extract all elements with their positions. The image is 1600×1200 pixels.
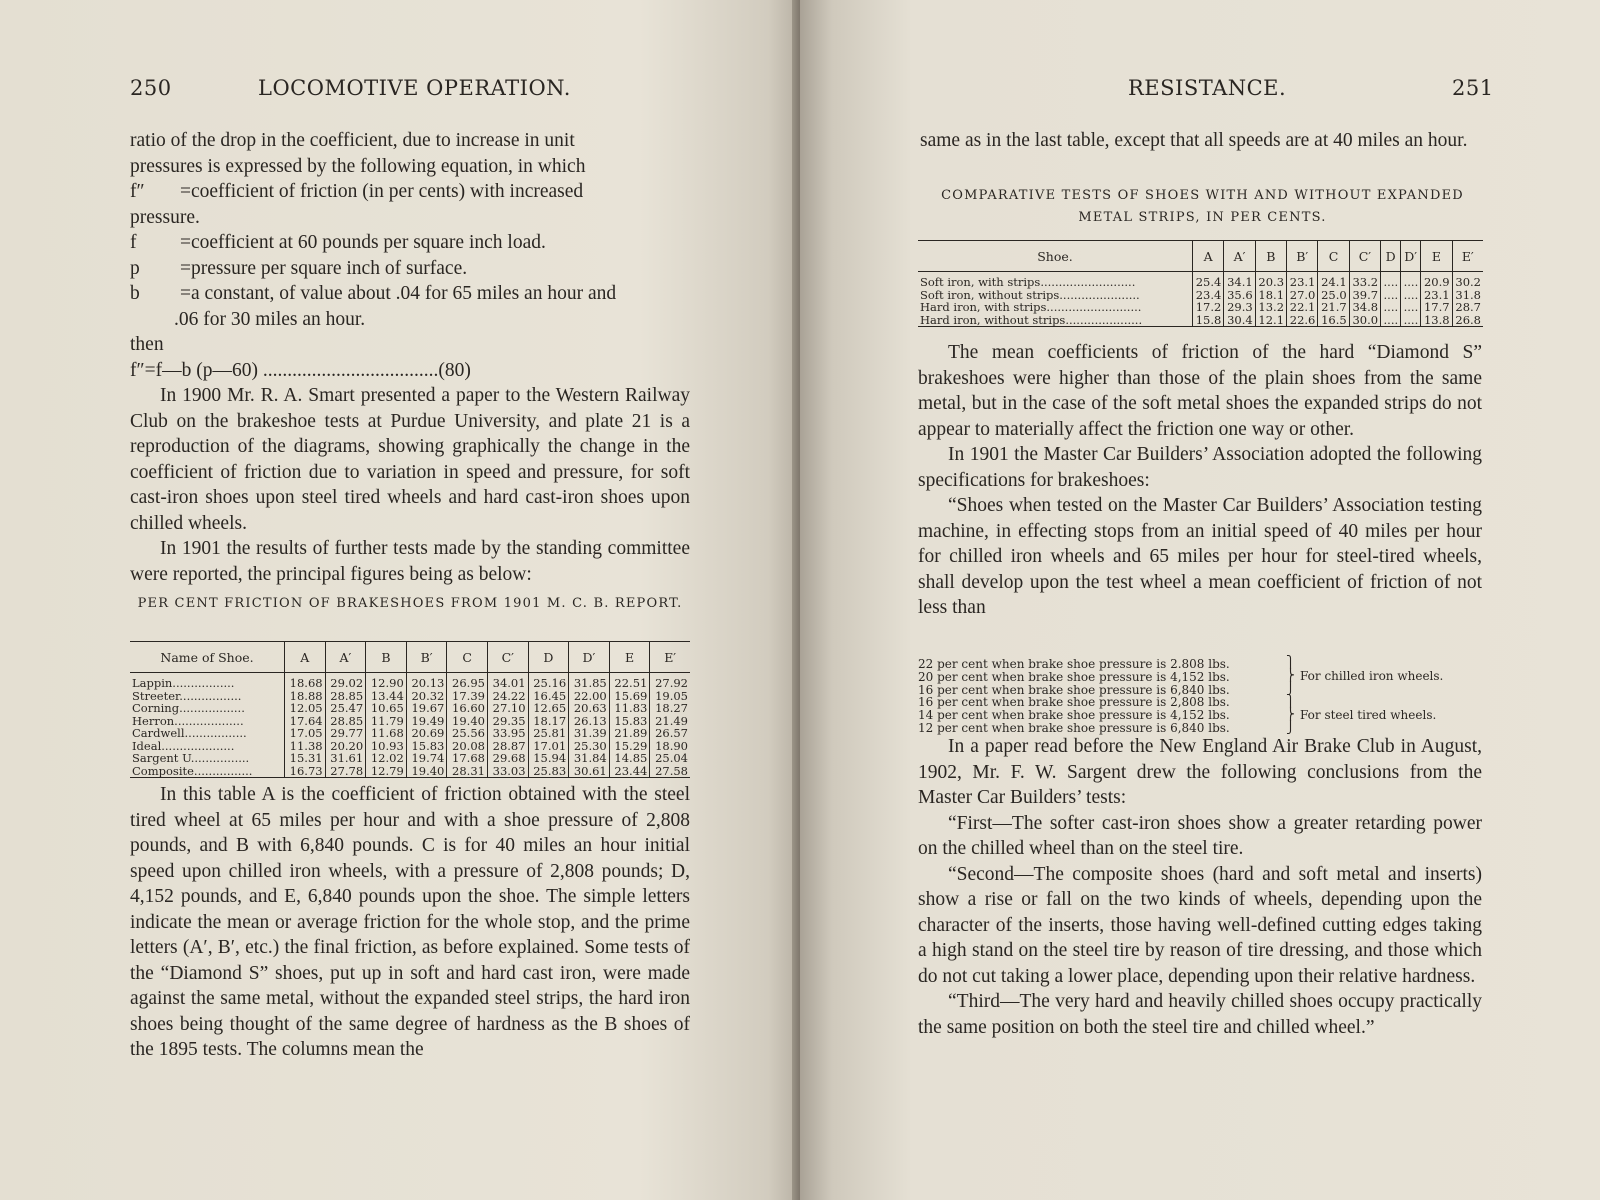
friction-row-label: Corning..................	[132, 702, 245, 715]
friction-header-cell: E′	[650, 642, 690, 673]
friction-header-cell: B	[366, 642, 407, 673]
friction-table-row	[130, 752, 690, 765]
friction-header-cell: D	[528, 642, 569, 673]
strips-cell: 17.2	[1193, 301, 1224, 314]
definition-b-cont: .06 for 30 miles an hour.	[174, 308, 366, 330]
friction-row-label: Ideal....................	[132, 739, 235, 752]
strips-cell: 34.1	[1224, 272, 1255, 289]
friction-cell: 28.31	[447, 765, 488, 778]
definition-f-double-prime: f″ =coefficient of friction (in per cents) with increased	[130, 181, 584, 202]
paragraph-sargent: In a paper read before the New England Air Brake Club in August, 1902, Mr. F. W. Sargent drew the following conclusions from the Master Car Builders’ tests:	[918, 736, 1482, 808]
friction-cell: 33.95	[487, 727, 528, 740]
friction-row-label: Sargent U................	[132, 752, 250, 765]
paragraph-second: “Second—The composite shoes (hard and soft metal and inserts) show a rise or fall on the two kinds of wheels, depending upon the character of the inserts, those having well-defined cutting edges taking a high stand on the steel tire by reason of tire dressing, and those which do not cut taking a lower place, depending upon their relative hardness.	[918, 863, 1482, 987]
strips-cell: 26.8	[1452, 314, 1483, 327]
strips-cell: 34.8	[1349, 301, 1380, 314]
friction-header-cell: D′	[569, 642, 610, 673]
friction-table	[130, 641, 690, 778]
intro-line-2: pressures is expressed by the following equation, in which	[130, 155, 586, 177]
strips-header-cell: D	[1381, 241, 1401, 272]
friction-cell: 25.04	[650, 752, 690, 765]
friction-cell: 18.90	[650, 740, 690, 753]
friction-cell: 33.03	[487, 765, 528, 778]
friction-cell: 29.35	[487, 715, 528, 728]
strips-cell: ....	[1401, 301, 1421, 314]
friction-row-label: Lappin.................	[132, 676, 235, 690]
strips-cell: ....	[1401, 272, 1421, 289]
strips-cell: 30.2	[1452, 272, 1483, 289]
friction-cell: 10.93	[366, 740, 407, 753]
table-caption-left: PER CENT FRICTION OF BRAKESHOES FROM 1901 M. C. B. REPORT.	[137, 596, 683, 611]
strips-cell: 18.1	[1255, 289, 1286, 302]
friction-cell: 25.83	[528, 765, 569, 778]
strips-cell: 16.5	[1318, 314, 1349, 327]
friction-cell: 12.90	[366, 673, 407, 690]
pressure-row: 22 per cent when brake shoe pressure is 2.808 lbs.	[918, 657, 1230, 671]
strips-row-label: Soft iron, with strips..........................	[920, 275, 1136, 289]
pressure-row: 14 per cent when brake shoe pressure is 4,152 lbs.	[918, 708, 1230, 723]
strips-cell: 23.1	[1421, 289, 1452, 302]
friction-cell: 12.65	[528, 702, 569, 715]
strips-cell: 17.7	[1421, 301, 1452, 314]
friction-cell: 31.61	[325, 752, 366, 765]
friction-header-cell: B′	[406, 642, 447, 673]
strips-cell: ....	[1381, 289, 1401, 302]
friction-cell: 13.44	[366, 690, 407, 703]
friction-cell: 20.08	[447, 740, 488, 753]
friction-cell: 22.00	[569, 690, 610, 703]
strips-cell: ....	[1381, 272, 1401, 289]
strips-cell: 13.2	[1255, 301, 1286, 314]
friction-cell: 16.45	[528, 690, 569, 703]
friction-cell: 20.20	[325, 740, 366, 753]
friction-cell: 26.57	[650, 727, 690, 740]
friction-cell: 20.69	[406, 727, 447, 740]
friction-header-cell: Name of Shoe.	[130, 642, 285, 673]
friction-cell: 17.05	[285, 727, 326, 740]
friction-cell: 19.67	[406, 702, 447, 715]
strips-cell: ....	[1381, 301, 1401, 314]
strips-header-cell: B′	[1287, 241, 1318, 272]
strips-cell: 24.1	[1318, 272, 1349, 289]
strips-header-cell: A′	[1224, 241, 1255, 272]
strips-cell: ....	[1401, 314, 1421, 327]
strips-table-row	[918, 314, 1483, 327]
strips-cell: 30.4	[1224, 314, 1255, 327]
friction-cell: 18.68	[285, 673, 326, 690]
friction-cell: 28.87	[487, 740, 528, 753]
paragraph-third: “Third—The very hard and heavily chilled shoes occupy practically the same position on both the steel tire and chilled wheel.”	[918, 991, 1482, 1038]
strips-cell: 23.1	[1287, 272, 1318, 289]
friction-cell: 27.58	[650, 765, 690, 778]
paragraph-first: “First—The softer cast-iron shoes show a greater retarding power on the chilled wheel than on the steel tire.	[918, 812, 1482, 859]
friction-cell: 15.31	[285, 752, 326, 765]
strips-cell: 28.7	[1452, 301, 1483, 314]
pressure-row: 12 per cent when brake shoe pressure is 6,840 lbs.	[918, 720, 1230, 735]
friction-cell: 19.74	[406, 752, 447, 765]
pressure-row: 16 per cent when brake shoe pressure is 2,808 lbs.	[918, 695, 1230, 710]
friction-header-cell: A	[285, 642, 326, 673]
left-bottom-text	[130, 782, 690, 1063]
pressure-spec-list	[918, 658, 1230, 735]
strips-cell: 33.2	[1349, 272, 1380, 289]
strips-cell: 25.0	[1318, 289, 1349, 302]
definition-f: f =coefficient at 60 pounds per square inch load.	[130, 232, 546, 253]
friction-header-cell: C	[447, 642, 488, 673]
strips-cell: ....	[1401, 289, 1421, 302]
friction-cell: 25.47	[325, 702, 366, 715]
friction-cell: 26.13	[569, 715, 610, 728]
brace-steel-icon: ⎫ ⎬ ⎭	[1286, 694, 1295, 734]
friction-cell: 17.64	[285, 715, 326, 728]
friction-cell: 25.30	[569, 740, 610, 753]
friction-cell: 15.69	[609, 690, 650, 703]
strips-row-label: Hard iron, with strips..........................	[920, 301, 1142, 314]
strips-row-label: Hard iron, without strips.....................	[918, 314, 1193, 327]
friction-cell: 17.68	[447, 752, 488, 765]
strips-cell: 35.6	[1224, 289, 1255, 302]
strips-header-cell: C	[1318, 241, 1349, 272]
friction-cell: 25.56	[447, 727, 488, 740]
strips-header-cell: A	[1193, 241, 1224, 272]
friction-cell: 34.01	[487, 673, 528, 690]
table-caption-right-2: METAL STRIPS, IN PER CENTS.	[1078, 210, 1327, 225]
friction-cell: 30.61	[569, 765, 610, 778]
strips-header-cell: D′	[1401, 241, 1421, 272]
friction-cell: 25.81	[528, 727, 569, 740]
friction-cell: 21.49	[650, 715, 690, 728]
friction-cell: 15.94	[528, 752, 569, 765]
strips-header-cell: E′	[1452, 241, 1483, 272]
friction-cell: 29.02	[325, 673, 366, 690]
strips-cell: 21.7	[1318, 301, 1349, 314]
right-top-text	[920, 128, 1480, 154]
strips-cell: 25.4	[1193, 272, 1224, 289]
strips-cell: 30.0	[1349, 314, 1380, 327]
strips-table-row	[918, 272, 1483, 289]
strips-cell: 20.3	[1255, 272, 1286, 289]
friction-table-row	[130, 765, 690, 778]
friction-cell: 12.05	[285, 702, 326, 715]
friction-cell: 21.89	[609, 727, 650, 740]
friction-cell: 24.22	[487, 690, 528, 703]
friction-cell: 22.51	[609, 673, 650, 690]
friction-cell: 23.44	[609, 765, 650, 778]
pressure-row: 20 per cent when brake shoe pressure is 4,152 lbs.	[918, 669, 1230, 684]
friction-cell: 18.27	[650, 702, 690, 715]
friction-header-cell: E	[609, 642, 650, 673]
friction-table-row	[130, 727, 690, 740]
friction-cell: 14.85	[609, 752, 650, 765]
friction-cell: 27.92	[650, 673, 690, 690]
table-caption-right-1: COMPARATIVE TESTS OF SHOES WITH AND WITHOUT EXPANDED	[941, 188, 1464, 203]
friction-table-wrap	[130, 641, 690, 778]
friction-cell: 15.83	[609, 715, 650, 728]
friction-cell: 31.85	[569, 673, 610, 690]
friction-cell: 20.13	[406, 673, 447, 690]
friction-cell: 19.49	[406, 715, 447, 728]
pressure-row: 16 per cent when brake shoe pressure is 6,840 lbs.	[918, 682, 1230, 697]
friction-cell: 18.17	[528, 715, 569, 728]
friction-cell: 11.83	[609, 702, 650, 715]
friction-cell: 31.39	[569, 727, 610, 740]
friction-header-cell: C′	[487, 642, 528, 673]
friction-cell: 19.05	[650, 690, 690, 703]
strips-header-cell: E	[1421, 241, 1452, 272]
friction-row-label: Composite................	[130, 765, 285, 778]
friction-row-label: Cardwell.................	[132, 727, 247, 740]
friction-cell: 20.32	[406, 690, 447, 703]
strips-row-label: Soft iron, without strips......................	[920, 288, 1140, 301]
paragraph-mcb: In 1901 the Master Car Builders’ Association adopted the following specifications for brakeshoes:	[918, 444, 1482, 491]
page-number-left: 250	[130, 76, 172, 100]
friction-cell: 26.95	[447, 673, 488, 690]
strips-header-cell: C′	[1349, 241, 1380, 272]
friction-cell: 16.73	[285, 765, 326, 778]
brace-label-chilled: For chilled iron wheels.	[1300, 669, 1444, 683]
friction-cell: 15.83	[406, 740, 447, 753]
friction-cell: 10.65	[366, 702, 407, 715]
friction-cell: 31.84	[569, 752, 610, 765]
strips-header-cell: B	[1255, 241, 1286, 272]
paragraph-continued: same as in the last table, except that all speeds are at 40 miles an hour.	[920, 130, 1468, 151]
equation-80: f″=f—b (p—60) ....................................(80)	[130, 359, 471, 381]
friction-cell: 19.40	[447, 715, 488, 728]
friction-cell: 12.79	[366, 765, 407, 778]
running-head-left: LOCOMOTIVE OPERATION.	[258, 76, 571, 100]
strips-cell: 20.9	[1421, 272, 1452, 289]
friction-cell: 25.16	[528, 673, 569, 690]
friction-table-row	[130, 673, 690, 690]
friction-cell: 11.68	[366, 727, 407, 740]
strips-cell: 27.0	[1287, 289, 1318, 302]
right-bottom-text	[918, 734, 1482, 1040]
right-page	[800, 0, 1600, 1200]
paragraph-diamond: The mean coefficients of friction of the hard “Diamond S” brakeshoes were higher than those of the plain shoes from the same metal, but in the case of the soft metal shoes the expanded strips do not appear to materially affect the friction one way or other.	[918, 342, 1482, 440]
strips-cell: 23.4	[1193, 289, 1224, 302]
friction-cell: 28.85	[325, 715, 366, 728]
brace-chilled-icon: ⎫ ⎬ ⎭	[1286, 655, 1295, 695]
paragraph-1901-results: In 1901 the results of further tests made by the standing committee were reported, the principal figures being as below:	[130, 538, 690, 585]
intro-line-1: ratio of the drop in the coefficient, due to increase in unit	[130, 130, 575, 151]
running-head-right: RESISTANCE.	[1128, 76, 1287, 100]
friction-cell: 12.02	[366, 752, 407, 765]
strips-cell: 22.6	[1287, 314, 1318, 327]
paragraph-spec: “Shoes when tested on the Master Car Builders’ Association testing machine, in effecting stops from an initial speed of 40 miles per hour for chilled iron wheels and 65 miles per hour for steel-tired wheels, shall develop upon the test wheel a mean coefficient of friction of not less than	[918, 495, 1482, 618]
friction-cell: 17.39	[447, 690, 488, 703]
friction-cell: 18.88	[285, 690, 326, 703]
friction-cell: 15.29	[609, 740, 650, 753]
strips-cell: ....	[1381, 314, 1401, 327]
strips-cell: 22.1	[1287, 301, 1318, 314]
strips-cell: 29.3	[1224, 301, 1255, 314]
friction-header-cell: A′	[325, 642, 366, 673]
definition-f-double-prime-cont: pressure.	[130, 206, 200, 228]
right-mid-text	[918, 340, 1482, 621]
definition-b: b =a constant, of value about .04 for 65 miles an hour and	[130, 283, 617, 304]
strips-cell: 15.8	[1193, 314, 1224, 327]
friction-cell: 11.38	[285, 740, 326, 753]
then-word: then	[130, 334, 164, 355]
friction-cell: 16.60	[447, 702, 488, 715]
friction-row-label: Streeter.................	[132, 689, 242, 702]
brace-label-steel: For steel tired wheels.	[1300, 708, 1437, 722]
strips-cell: 13.8	[1421, 314, 1452, 327]
page-number-right: 251	[1452, 76, 1494, 100]
friction-cell: 29.77	[325, 727, 366, 740]
friction-table-row	[130, 702, 690, 715]
friction-cell: 11.79	[366, 715, 407, 728]
definition-p: p =pressure per square inch of surface.	[130, 257, 468, 279]
strips-table-wrap	[918, 240, 1483, 327]
friction-cell: 19.40	[406, 765, 447, 778]
paragraph-table-explanation: In this table A is the coefficient of friction obtained with the steel tired wheel at 65 miles per hour and with a shoe pressure of 2,808 pounds, and B with 6,840 pounds. C is for 40 miles an hour initial speed upon chilled iron wheels, with a pressure of 2,808 pounds; D, 4,152 pounds, and E, 6,840 pounds upon the shoe. The simple letters indicate the mean or average friction for the whole stop, and the prime letters (A′, B′, etc.) the final friction, as before explained. Some tests of the “Diamond S” shoes, put up in soft and hard cast iron, were made against the same metal, without the expanded steel strips, the hard iron shoes being thought of the same degree of hardness as the B shoes of the 1895 tests. The columns mean the	[130, 784, 690, 1060]
friction-cell: 28.85	[325, 690, 366, 703]
strips-header-cell: Shoe.	[918, 241, 1193, 272]
strips-cell: 31.8	[1452, 289, 1483, 302]
left-top-text	[130, 128, 690, 587]
strips-table	[918, 240, 1483, 327]
friction-cell: 29.68	[487, 752, 528, 765]
strips-cell: 12.1	[1255, 314, 1286, 327]
friction-cell: 20.63	[569, 702, 610, 715]
strips-cell: 39.7	[1349, 289, 1380, 302]
friction-cell: 27.78	[325, 765, 366, 778]
strips-table-row	[918, 301, 1483, 314]
friction-cell: 27.10	[487, 702, 528, 715]
paragraph-smart: In 1900 Mr. R. A. Smart presented a paper to the Western Railway Club on the brakeshoe tests at Purdue University, and plate 21 is a reproduction of the diagrams, showing graphically the change in the coefficient of friction due to variation in speed and pressure, for soft cast-iron shoes upon steel tired wheels and hard cast-iron shoes upon chilled wheels.	[130, 385, 690, 534]
friction-cell: 17.01	[528, 740, 569, 753]
friction-row-label: Herron...................	[132, 714, 244, 727]
